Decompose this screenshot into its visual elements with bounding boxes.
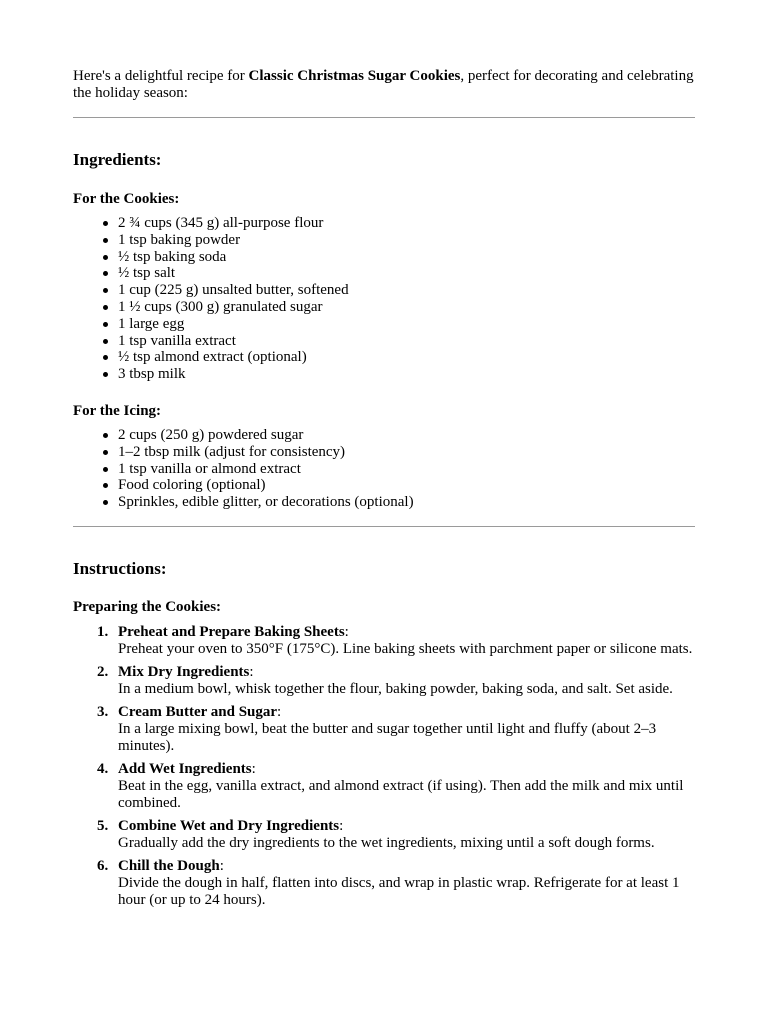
step-body: In a large mixing bowl, beat the butter and sugar together until light and fluffy (about 2–3 minutes).: [118, 720, 657, 754]
step-number: 5.: [97, 817, 109, 834]
icing-ingredient-list: [73, 427, 695, 511]
step-title: Chill the Dough: [118, 857, 220, 874]
step-item: 5. Combine Wet and Dry Ingredients: Gradually add the dry ingredients to the wet ingredients, mixing until a soft dough forms.: [118, 818, 695, 852]
step-body: Beat in the egg, vanilla extract, and almond extract (if using). Then add the milk and mix until combined.: [118, 777, 684, 811]
list-item: 1–2 tbsp milk (adjust for consistency): [118, 444, 695, 461]
step-body: Divide the dough in half, flatten into discs, and wrap in plastic wrap. Refrigerate for at least 1 hour (or up to 24 hours).: [118, 874, 680, 908]
list-item: 1 ½ cups (300 g) granulated sugar: [118, 299, 695, 316]
step-item: 3. Cream Butter and Sugar: In a large mixing bowl, beat the butter and sugar together until light and fluffy (about 2–3 minutes).: [118, 704, 695, 755]
step-number: 2.: [97, 663, 109, 680]
divider: [73, 526, 695, 527]
step-body: Gradually add the dry ingredients to the wet ingredients, mixing until a soft dough forms.: [118, 834, 655, 851]
step-number: 1.: [97, 623, 109, 640]
list-item: Food coloring (optional): [118, 477, 695, 494]
list-item: 1 tsp vanilla or almond extract: [118, 461, 695, 478]
recipe-name: Classic Christmas Sugar Cookies: [248, 68, 461, 84]
step-title: Mix Dry Ingredients: [118, 663, 250, 680]
step-body: Preheat your oven to 350°F (175°C). Line baking sheets with parchment paper or silicone mats.: [118, 640, 693, 657]
list-item: 2 cups (250 g) powdered sugar: [118, 427, 695, 444]
step-title: Combine Wet and Dry Ingredients: [118, 817, 340, 834]
instruction-steps: [73, 624, 695, 909]
list-item: 1 cup (225 g) unsalted butter, softened: [118, 282, 695, 299]
divider: [73, 117, 695, 118]
step-item: 4. Add Wet Ingredients: Beat in the egg, vanilla extract, and almond extract (if using). Then add the milk and mix until combined.: [118, 761, 695, 812]
instructions-heading: Instructions:: [73, 558, 167, 578]
ingredients-heading: Ingredients:: [73, 150, 162, 169]
step-item: 1. Preheat and Prepare Baking Sheets: Preheat your oven to 350°F (175°C). Line baking sheets with parchment paper or silicone mats.: [118, 624, 695, 658]
list-item: 2 ¾ cups (345 g) all-purpose flour: [118, 215, 695, 232]
list-item: 1 tsp baking powder: [118, 232, 695, 249]
icing-subheading: For the Icing:: [73, 402, 162, 419]
cookies-subheading: For the Cookies:: [73, 191, 180, 207]
list-item: Sprinkles, edible glitter, or decorations (optional): [118, 494, 695, 511]
intro-suffix: , perfect for decorating and celebrating the holiday season:: [73, 68, 694, 101]
step-item: 6. Chill the Dough: Divide the dough in half, flatten into discs, and wrap in plastic wrap. Refrigerate for at least 1 hour (or up to 24 hours).: [118, 858, 695, 909]
list-item: 3 tbsp milk: [118, 366, 695, 383]
step-number: 4.: [97, 760, 109, 777]
step-number: 6.: [97, 857, 109, 874]
step-title: Cream Butter and Sugar: [118, 703, 278, 720]
list-item: ½ tsp baking soda: [118, 249, 695, 266]
step-title: Preheat and Prepare Baking Sheets: [118, 623, 345, 640]
step-title: Add Wet Ingredients: [118, 760, 252, 777]
preparing-subheading: Preparing the Cookies:: [73, 598, 222, 615]
step-number: 3.: [97, 703, 109, 720]
step-item: 2. Mix Dry Ingredients: In a medium bowl, whisk together the flour, baking powder, baking soda, and salt. Set aside.: [118, 664, 695, 698]
list-item: ½ tsp salt: [118, 265, 695, 282]
intro-paragraph: [73, 0, 695, 102]
step-body: In a medium bowl, whisk together the flour, baking powder, baking soda, and salt. Set aside.: [118, 680, 673, 697]
intro-prefix: Here's a delightful recipe for: [73, 68, 249, 84]
list-item: 1 tsp vanilla extract: [118, 333, 695, 350]
cookie-ingredient-list: [73, 215, 695, 383]
list-item: ½ tsp almond extract (optional): [118, 349, 695, 366]
list-item: 1 large egg: [118, 316, 695, 333]
